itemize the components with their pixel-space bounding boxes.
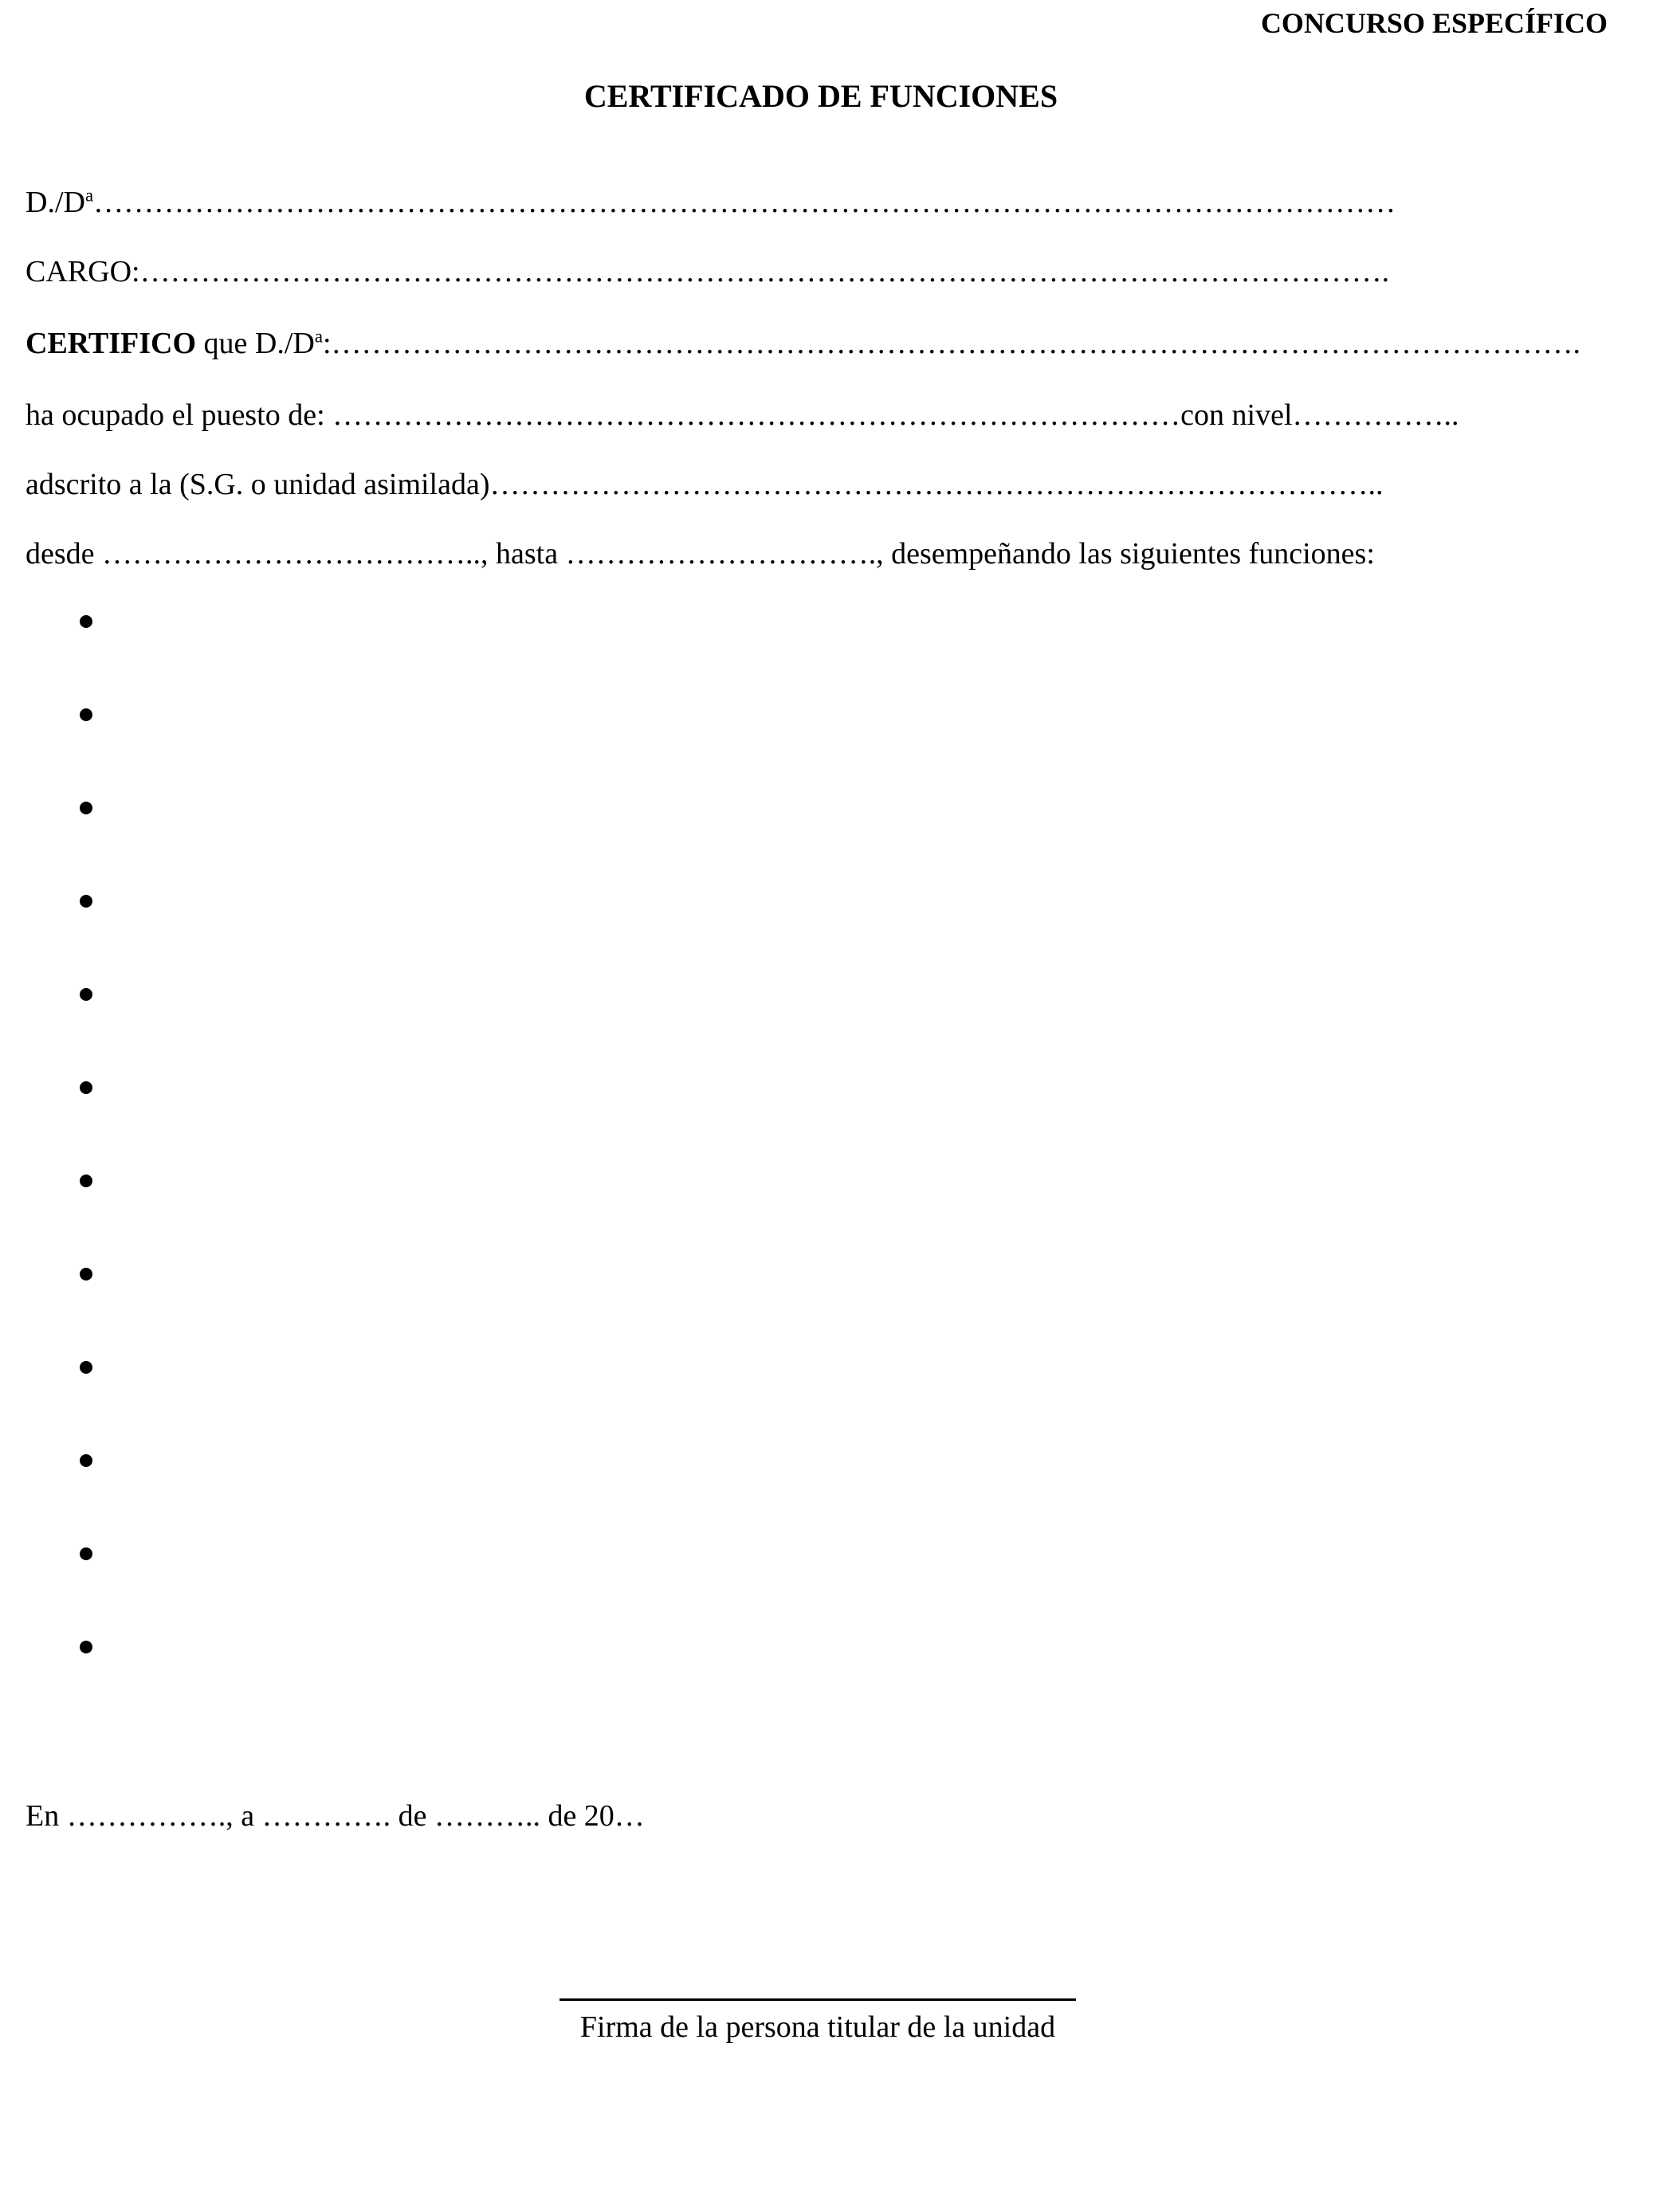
page-title: CERTIFICADO DE FUNCIONES — [583, 78, 1058, 114]
nombre-superscript: a — [84, 185, 94, 206]
bullet-icon — [80, 1547, 92, 1560]
bullet-icon — [80, 1361, 92, 1374]
bullet-icon — [80, 1081, 92, 1094]
signature-line — [560, 1998, 1076, 2001]
field-fecha[interactable]: En ……………., a …………. de ……….. de 20… — [26, 1799, 645, 1833]
concurso-heading: CONCURSO ESPECÍFICO — [1260, 7, 1608, 39]
nombre-prefix: D./D — [26, 186, 85, 219]
certifico-label: CERTIFICO — [26, 327, 197, 360]
field-adscrito[interactable]: adscrito a la (S.G. o unidad asimilada)…………………………………………………………………………….. — [26, 468, 1384, 501]
certifico-text: que D./D — [196, 327, 315, 360]
bullet-icon — [80, 1641, 92, 1653]
bullet-icon — [80, 802, 92, 814]
bullet-icon — [80, 1454, 92, 1467]
field-nombre[interactable] — [26, 187, 1396, 218]
signature-label: Firma de la persona titular de la unidad — [579, 2010, 1056, 2044]
bullet-icon — [80, 708, 92, 721]
bullet-icon — [80, 1268, 92, 1281]
certifico-superscript: a — [314, 326, 323, 347]
bullet-icon — [80, 895, 92, 908]
certifico-dots: :……………………………………………………………………………………………………………. — [322, 327, 1581, 360]
field-certifico[interactable] — [26, 328, 1580, 359]
field-puesto[interactable]: ha ocupado el puesto de: …………………………………………………………………………con nivel…………….. — [26, 398, 1459, 432]
bullet-icon — [80, 615, 92, 628]
bullet-icon — [80, 1175, 92, 1187]
bullet-icon — [80, 988, 92, 1001]
field-desde-hasta[interactable]: desde ……………………………….., hasta …………………………., desempeñando las siguientes funciones: — [26, 537, 1375, 571]
field-cargo[interactable]: CARGO:……………………………………………………………………………………………………………. — [26, 255, 1390, 288]
nombre-dots: ………………………………………………………………………………………………………………… — [93, 186, 1396, 219]
